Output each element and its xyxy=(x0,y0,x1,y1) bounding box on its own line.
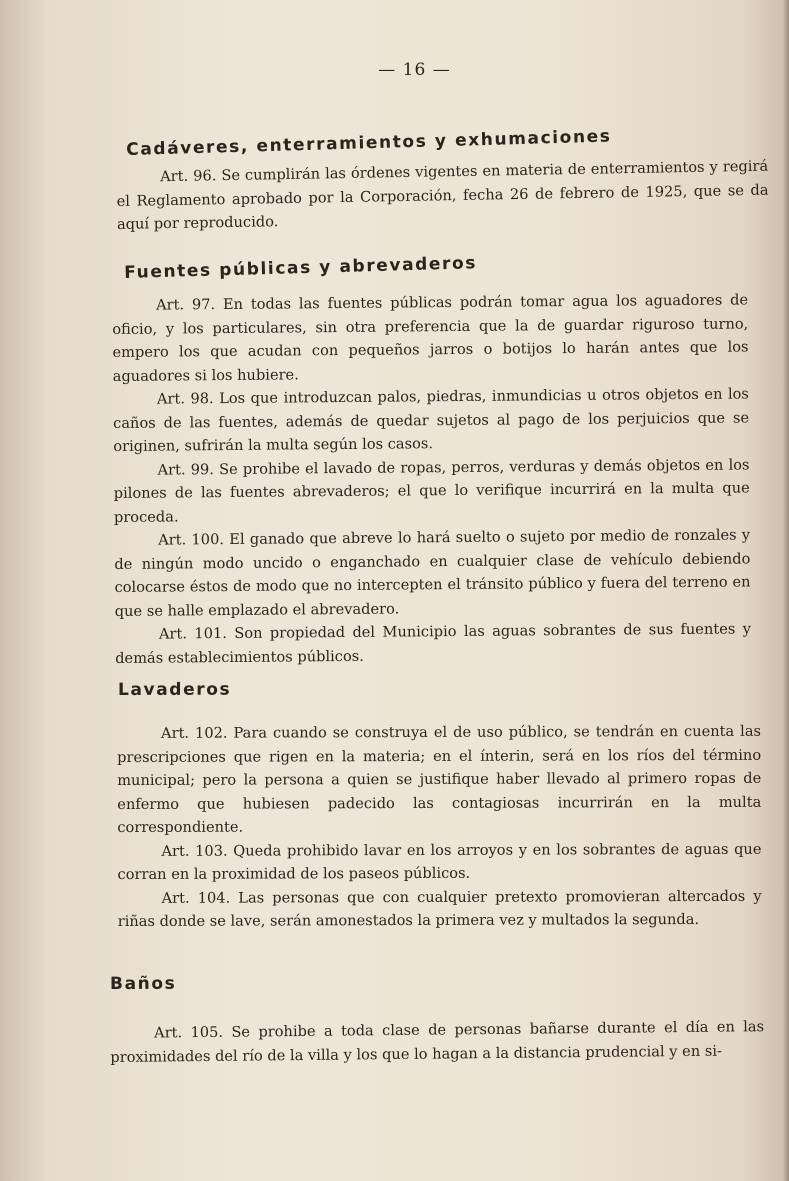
section-body xyxy=(116,155,769,237)
article-96: Art. 96. Se cumplirán las órdenes vigentes en materia de enterramientos y regirá el Reglamento aprobado por la Corporación, fecha 26 de febrero de 1925, que se da aquí por reproducido. xyxy=(116,157,769,233)
section-lavaderos xyxy=(118,678,758,700)
section-banos xyxy=(110,972,750,994)
section-heading: Baños xyxy=(110,973,177,994)
section-lavaderos-body xyxy=(117,720,762,934)
article-102: Art. 102. Para cuando se construya el de uso público, se tendrán en cuenta las prescripciones que rigen en la materia; en el ínterin, será en los ríos del término municipal; pero la persona a quien se justifique haber llevado al primero ropas de enfermo que hubiesen padecido las contagiosas incurrirán en la multa correspondiente. xyxy=(117,722,762,836)
article-105: Art. 105. Se prohibe a toda clase de personas bañarse durante el día en las proximidades del río de la villa y los que lo hagan a la distancia prudencial y en si- xyxy=(110,1018,765,1066)
article-97: Art. 97. En todas las fuentes públicas podrán tomar agua los aguadores de oficio, y los particulares, sin otra preferencia que la de guardar riguroso turno, empero los que acudan con pequeños jarros o botijos lo harán antes que los aguadores si los hubiere. xyxy=(112,291,749,385)
section-fuentes-body xyxy=(112,288,751,670)
page-number: — 16 — xyxy=(378,60,451,80)
section-body xyxy=(117,720,762,934)
section-heading: Lavaderos xyxy=(118,679,232,700)
page-edge-shadow xyxy=(783,0,789,1181)
article-101: Art. 101. Son propiedad del Municipio las aguas sobrantes de sus fuentes y demás establecimientos públicos. xyxy=(115,620,752,667)
section-body xyxy=(112,288,751,670)
article-103: Art. 103. Queda prohibido lavar en los arroyos y en los sobrantes de aguas que corran en la proximidad de los paseos públicos. xyxy=(117,840,762,883)
section-cadaveres-body xyxy=(116,155,769,237)
section-body xyxy=(110,1015,764,1069)
section-heading: Cadáveres, enterramientos y exhumaciones xyxy=(126,126,612,160)
section-heading: Fuentes públicas y abrevaderos xyxy=(124,253,478,283)
article-98: Art. 98. Los que introduzcan palos, piedras, inmundicias u otros objetos en los caños de las fuentes, además de quedar sujetos al pago de los perjuicios que se originen, sufrirán la multa según los casos. xyxy=(113,385,750,455)
section-fuentes xyxy=(124,245,764,283)
section-cadaveres xyxy=(126,122,766,160)
article-99: Art. 99. Se prohibe el lavado de ropas, perros, verduras y demás objetos en los pilones de las fuentes abrevaderos; el que lo verifique incurrirá en la multa que proceda. xyxy=(113,455,750,526)
section-banos-body xyxy=(110,1015,764,1069)
article-100: Art. 100. El ganado que abreve lo hará suelto o sujeto por medio de ronzales y de ningún modo uncido o enganchado en cualquier clase de vehículo debiendo colocarse éstos de modo que no intercepten el tránsito público y fuera del terreno en que se halle emplazado el abrevadero. xyxy=(114,526,751,620)
article-104: Art. 104. Las personas que con cualquier pretexto promovieran altercados y riñas donde se lave, serán amonestados la primera vez y multados la segunda. xyxy=(117,887,762,930)
